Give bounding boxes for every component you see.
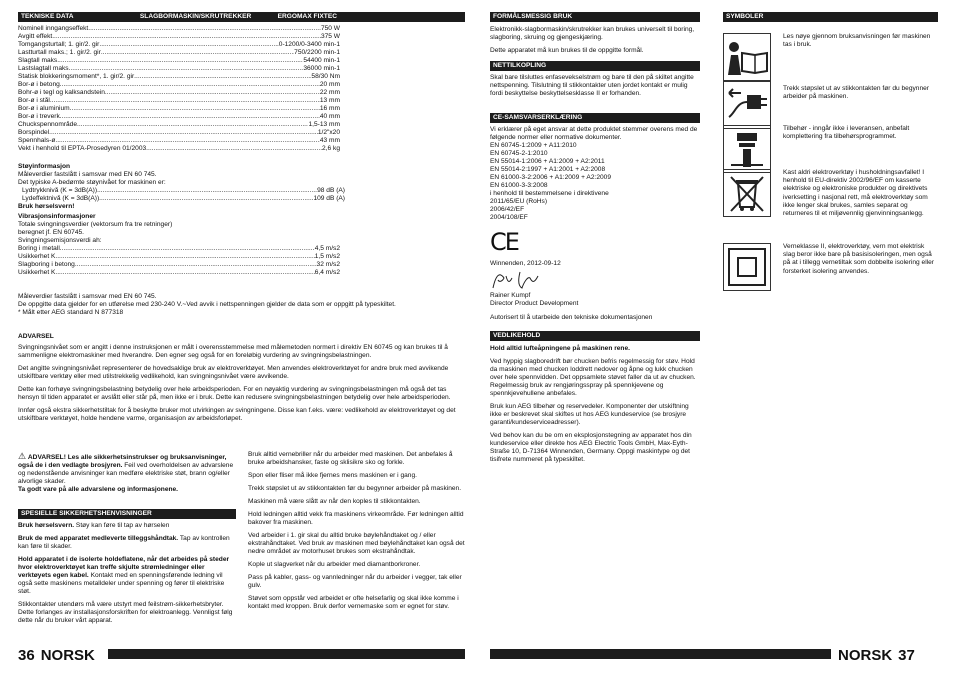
purpose-p1: Elektronikk-slagbormaskin/skrutrekker kan brukes universelt til boring, slagboring, skruing og gjengeskjæring.: [490, 26, 695, 42]
spec-label: Vekt i henhold til EPTA-Prosedyren 01/2003: [18, 145, 147, 153]
spec-row: [18, 89, 340, 97]
footer-bar-right: [490, 649, 831, 659]
signer-title: Director Product Development: [490, 299, 579, 307]
spec-row: [18, 25, 340, 33]
special-p2-bold: Bruk de med apparatet medleverte tilleggshåndtak.: [18, 535, 179, 543]
symbol-row: [723, 33, 938, 81]
symbol-row: [723, 125, 938, 173]
spec-label: Spennhals-ø: [18, 137, 56, 145]
noise-title: Støyinformasjon: [18, 163, 71, 170]
read-manual-icon: [723, 33, 771, 81]
safety-col2: [248, 451, 466, 616]
vibration-line2: beregnet jf. EN 60745.: [18, 229, 84, 237]
spec-value: 1,5-13 mm: [308, 121, 340, 129]
col2-p8: Pass på kabler, gass- og vannledninger når du arbeider i vegger, tak eller gulv.: [248, 574, 462, 590]
symbol-text: Tilbehør - inngår ikke i leveransen, anbefalt komplettering fra tilbehørsprogrammet.: [783, 125, 910, 141]
spec-value: 1/2"x20: [317, 129, 340, 137]
special-p3: Kontakt med en spenningsførende ledning vil også sette maskinens metalldeler under spenning og fører til elektriske støt.: [18, 572, 225, 596]
tech-data-title: TEKNISKE DATA: [21, 12, 74, 20]
symbol-row: [723, 243, 938, 291]
advarsel-p4: Innfør også ekstra sikkerhetstiltak for å beskytte bruker mot utvirkingen av svingningene. Disse kan f.eks. være: vedlikehold av elektroverktøyet og det utskiftbare verktøyet, holde hendene varme, organisasjon av arbeidsforløpet.: [18, 407, 456, 423]
spec-value: 2,6 kg: [322, 145, 340, 153]
special-p1-bold: Bruk hørselsvern.: [18, 522, 75, 529]
ce-norm-item: 2011/65/EU (RoHs): [490, 198, 548, 206]
ce-norm-item: 2004/108/EF: [490, 214, 528, 222]
special-p3-bold: Hold apparatet i de isolerte holdeflatene, når det arbeides på steder hvor elektroverktøyet kan treffe skjulte strømledninger eller verktøyets egen kabel.: [18, 556, 230, 580]
spec-label: Bor-ø i betong: [18, 81, 60, 89]
spec-label: Lastturtall maks.; 1. gir/2. gir: [18, 49, 101, 57]
footer-bar-left: [108, 649, 465, 659]
class-ii-icon: [723, 243, 771, 291]
col2-p5: Hold ledningen alltid vekk fra maskinens virkeområde. Før ledningen alltid bakover fra maskinen.: [248, 511, 464, 527]
spec-value: 13 mm: [319, 97, 340, 105]
vibration-line1: Totale svingningsverdier (vektorsum fra tre retninger): [18, 221, 173, 229]
spec-row: [18, 73, 340, 81]
mains-p1: Skal bare tilsluttes enfasevekselstrøm og bare til den på skiltet angitte nettspenning. Tilslutning til stikkontakter uten jordet kontakt er mulig fordi beskyttelse beskyttelsesklasse II er forhanden.: [490, 74, 694, 98]
special-p2: Tap av kontrollen kan føre til skader.: [18, 535, 230, 551]
ce-norm-item: i henhold til bestemmelsene i direktivene: [490, 190, 609, 198]
spec-value: 36000 min-1: [303, 65, 340, 73]
signer-name: Rainer Kumpf: [490, 291, 531, 299]
noise-line2: Det typiske A-bedømte støynivået for maskinen er:: [18, 179, 166, 187]
authorized-text: Autorisert til å utarbeide den tekniske dokumentasjonen: [490, 313, 653, 321]
symbol-text: Trekk støpslet ut av stikkontakten før du begynner arbeider på maskinen.: [783, 85, 929, 101]
symbol-row: [723, 81, 938, 129]
mains-body: [490, 74, 700, 103]
spec-label: Avgitt effekt: [18, 33, 53, 41]
spec-label: Bor-ø i stål: [18, 97, 50, 105]
ce-body: [490, 126, 700, 322]
advarsel-p3: Dette kan forhøye svingningsbelastning betydelig over hele arbeidsperioden. For en nøyaktig vurdering av svingningsbelastningen må også det tas hensyn til tiden apparatet er avslått eller står på, men ikke er i bruk. Dette kan redusere svingningsbelastningen betydelig over hele arbeidsperioden.: [18, 386, 451, 402]
advarsel-p2: Det angitte svingningsnivået representerer de hovedsaklige bruk av elektroverktøyet. Men anvendes elektroverktøyet for andre bruk med avvikende utskiftbare verktøy eller med utilstrekkelig vedlikehold, kan svingningsnivået være avvikende.: [18, 365, 449, 381]
maint-p4: Ved behov kan du be om en eksplosjonstegning av apparatet hos din kundeservice eller direkte hos AEG Electric Tools GmbH, Max-Eyth-Straße 10, D-71364 Winnenden, Germany. Oppgi maskintype og det tisifrete nummeret på typeskiltet.: [490, 432, 692, 464]
special-safety-header: SPESIELLE SIKKERHETSHENVISNINGER: [18, 509, 236, 519]
purpose-header: FORMÅLSMESSIG BRUK: [490, 12, 700, 22]
spec-row: [18, 105, 340, 113]
warning-keep: Ta godt vare på alle advarslene og informasjonene.: [18, 486, 179, 494]
ce-p1: Vi erklærer på eget ansvar at dette produktet stemmer overens med de følgende normer eller normative dokumenter.: [490, 126, 698, 142]
symbol-text: Verneklasse II, elektroverktøy, vern mot elektrisk slag beror ikke bare på basisisoleringen, men også på at i tillegg vernetiltak som dobbelte isolering eller forsterket isolering anvendes.: [783, 243, 935, 275]
ce-norm-item: EN 61000-3-2:2006 + A1:2009 + A2:2009: [490, 174, 611, 182]
maintenance-header: VEDLIKEHOLD: [490, 331, 700, 341]
col2-p9: Støvet som oppstår ved arbeidet er ofte helsefarlig og skal ikke komme i kontakt med kroppen. Bruk derfor vernemaske som er egnet for støv.: [248, 595, 459, 611]
symbol-row: [723, 169, 938, 218]
ce-header: CE-SAMSVARSERKLÆRING: [490, 113, 700, 123]
unplug-icon: [723, 81, 771, 129]
spec-row: [18, 137, 340, 145]
special-safety-body: [18, 522, 236, 630]
accessory-icon: [723, 125, 771, 173]
tech-data-product-col: ERGOMAX FIXTEC: [277, 12, 337, 20]
maint-p1: Hold alltid lufteåpningene på maskinen rene.: [490, 345, 630, 352]
advarsel-title: ADVARSEL: [18, 333, 54, 340]
symbol-text: Kast aldri elektroverktøy i husholdningsavfallet! I henhold til EU-direktiv 2002/96/EF om kasserte elektriske og elektroniske produkter og direktivets iverksetting i nasjonal rett, må elektroverktøy som ikke lenger skal brukes, samles separat og returneres til et miljøvennlig gjenvinningsanlegg.: [783, 169, 928, 218]
col2-p4: Maskinen må være slått av når den koples til stikkontakten.: [248, 498, 421, 506]
spec-row: [18, 57, 340, 65]
noise-section: [18, 163, 465, 277]
page-number-left: 36: [18, 646, 35, 664]
spec-row: [18, 97, 340, 105]
measure-note-1: Måleverdier fastslått i samsvar med EN 60 745.: [18, 293, 157, 300]
spec-label: Statisk blokkeringsmoment*, 1. gir/2. gir: [18, 73, 135, 81]
spec-value: 375 W: [320, 33, 340, 41]
col2-p7: Kople ut slagverket når du arbeider med diamantborkroner.: [248, 561, 421, 569]
spec-value: 40 mm: [319, 113, 340, 121]
purpose-body: [490, 26, 700, 60]
spec-row: [18, 113, 340, 121]
advarsel-section: [18, 333, 465, 428]
maint-p3: Bruk kun AEG tilbehør og reservedeler. Komponenter der utskiftning ikke er beskrevet skal skiftes ut hos AEG kundeservice (se brosjyre garanti/kundeserviceadresser).: [490, 403, 689, 427]
vibration-row: Usikkerhet K ..... 1,5 m/s2: [18, 253, 340, 261]
ce-norm-item: EN 61000-3-3:2008: [490, 182, 548, 190]
spec-label: Bor-ø i treverk: [18, 113, 60, 121]
spec-row: [18, 41, 340, 49]
vibration-row: Boring i metall ..... 4,5 m/s2: [18, 245, 340, 253]
noise-line1: Måleverdier fastslått i samsvar med EN 60 745.: [18, 171, 157, 179]
ce-norm-item: EN 60745-2-1:2010: [490, 150, 548, 158]
purpose-p2: Dette apparatet må kun brukes til de oppgitte formål.: [490, 47, 644, 55]
spec-label: Chuckspennområde: [18, 121, 78, 129]
spec-label: Nominell inngangseffekt: [18, 25, 89, 32]
warning-icon: ⚠: [18, 451, 27, 461]
spec-value: 16 mm: [319, 105, 340, 113]
col2-p3: Trekk støpslet ut av stikkontakten før du begynner arbeider på maskinen.: [248, 485, 462, 493]
signature-graphic: [490, 268, 560, 292]
symbol-text: Les nøye gjennom bruksanvisningen før maskinen tas i bruk.: [783, 33, 931, 49]
warning-rest: Feil ved overholdelsen av advarslene og nedenstående anvisninger kan medføre elektriske støt, brann og/eller alvorlige skader.: [18, 462, 234, 486]
col2-p6: Ved arbeider i 1. gir skal du alltid bruke bøylehåndtaket og / eller ekstrahåndtaket. Ved bruk av maskinen med bøylehåndtaket kan også det nedre området av motorhuset brukes som ekstrahåndtak.: [248, 532, 465, 556]
special-p4: Stikkontakter utendørs må være utstyrt med feilstrøm-sikkerhetsbryter. Dette forlanges av installasjonsforskriften for elektroanlegg. Vennligst følg dette når du bruker vårt apparat.: [18, 601, 233, 625]
spec-row: [18, 65, 340, 73]
ce-norm-item: 2006/42/EF: [490, 206, 525, 214]
spec-label: Tomgangsturtall; 1. gir/2. gir: [18, 41, 100, 49]
measure-note-3: * Målt etter AEG standard N 877318: [18, 309, 124, 317]
page-number-right: 37: [898, 646, 915, 664]
noise-row: Lydtrykknivå (K = 3dB(A)) ..... 98 dB (A): [22, 187, 345, 195]
weee-bin-icon: [723, 169, 771, 217]
page-footer-right: [838, 646, 915, 664]
spec-row: [18, 121, 340, 129]
tech-data-model-col: SLAGBORMASKIN/SKRUTREKKER: [139, 12, 252, 20]
vibration-title: Vibrasjonsinformasjoner: [18, 213, 96, 221]
ce-norm-item: EN 55014-2:1997 + A1:2001 + A2:2008: [490, 166, 606, 174]
page-footer-left: [18, 646, 95, 664]
spec-value: 22 mm: [319, 89, 340, 97]
spec-value: 54400 min-1: [303, 57, 340, 65]
spec-label: Slagtall maks.: [18, 57, 60, 65]
spec-label: Bohr-ø i tegl og kalksandstein: [18, 89, 105, 97]
ce-norms-list: [490, 142, 700, 222]
spec-list: [18, 25, 340, 154]
spec-label: Bor-ø i aluminium: [18, 105, 70, 113]
maint-p2: Ved hyppig slagboredrift bør chucken befris regelmessig for støv. Hold da maskinen med chucken loddrett nedover og åpne og lukk chucken over hele spennvidden. Det oppsamlete støvet faller da ut av chucken. Regelmessig bruk av rengjøringsspray på spennkjevene og spennkjevehullene anbefales.: [490, 358, 696, 398]
ce-mark: CE: [490, 228, 518, 257]
spec-value: 43 mm: [319, 137, 340, 145]
measure-notes: [18, 293, 465, 317]
spec-row: [18, 49, 340, 57]
spec-value: 20 mm: [319, 81, 340, 89]
page-lang-left: NORSK: [40, 646, 95, 664]
mains-header: NETTILKOPLING: [490, 61, 700, 71]
page-lang-right: NORSK: [838, 646, 893, 664]
spec-row: [18, 33, 340, 41]
spec-label: Borspindel: [18, 129, 50, 137]
measure-note-2: De oppgitte data gjelder for en utførelse med 230-240 V.~Ved avvik i nettspenningen gjelder de data som er oppgitt på typeskiltet.: [18, 301, 396, 309]
ce-norm-item: EN 60745-1:2009 + A11:2010: [490, 142, 577, 150]
maintenance-body: [490, 345, 700, 469]
special-p1: Støy kan føre til tap av hørselen: [75, 522, 170, 529]
noise-row: Lydeffektnivå (K = 3dB(A)) ..... 109 dB (A): [22, 195, 345, 203]
vibration-row: Usikkerhet K ..... 6,4 m/s2: [18, 269, 340, 277]
safety-warning-block: [18, 451, 236, 499]
noise-wear: Bruk hørselsvern!: [18, 203, 75, 211]
ce-norm-item: EN 55014-1:2006 + A1:2009 + A2:2011: [490, 158, 605, 166]
spec-label: Lastslagtall maks.: [18, 65, 71, 73]
vibration-line3: Svingningsemisjonsverdi ah:: [18, 237, 102, 245]
symbols-header: SYMBOLER: [723, 12, 938, 22]
spec-row: [18, 145, 340, 153]
spec-value: 0-1200/0-3400 min-1: [278, 41, 340, 49]
spec-value: 750/2200 min-1: [294, 49, 340, 57]
signature: [490, 268, 700, 292]
spec-value: 58/30 Nm: [311, 73, 340, 81]
vibration-row: Slagboring i betong ..... 32 m/s2: [18, 261, 340, 269]
spec-row: [18, 129, 340, 137]
place-date: Winnenden, 2012-09-12: [490, 259, 561, 267]
col2-p1: Bruk alltid vernebriller når du arbeider med maskinen. Det anbefales å bruke arbeidshansker, faste og sklisikre sko og forkle.: [248, 451, 453, 467]
spec-value: 750 W: [320, 25, 340, 32]
advarsel-p1: Svingningsnivået som er angitt i denne instruksjonen er målt i overensstemmelse med målemetoden normert i direktiv EN 60745 og kan brukes til å sammenligne elektromaskiner med hverandre. Den egner seg også for en foreløbig vurdering av svingningsbelastningen.: [18, 344, 448, 360]
col2-p2: Spon eller fliser må ikke fjernes mens maskinen er i gang.: [248, 472, 417, 480]
tech-data-header: [18, 12, 465, 22]
warning-lead: ADVARSEL! Les alle sikkerhetsinstrukser og bruksanvisninger, også de i den vedlagte brosjyren.: [18, 454, 227, 470]
spec-row: [18, 81, 340, 89]
